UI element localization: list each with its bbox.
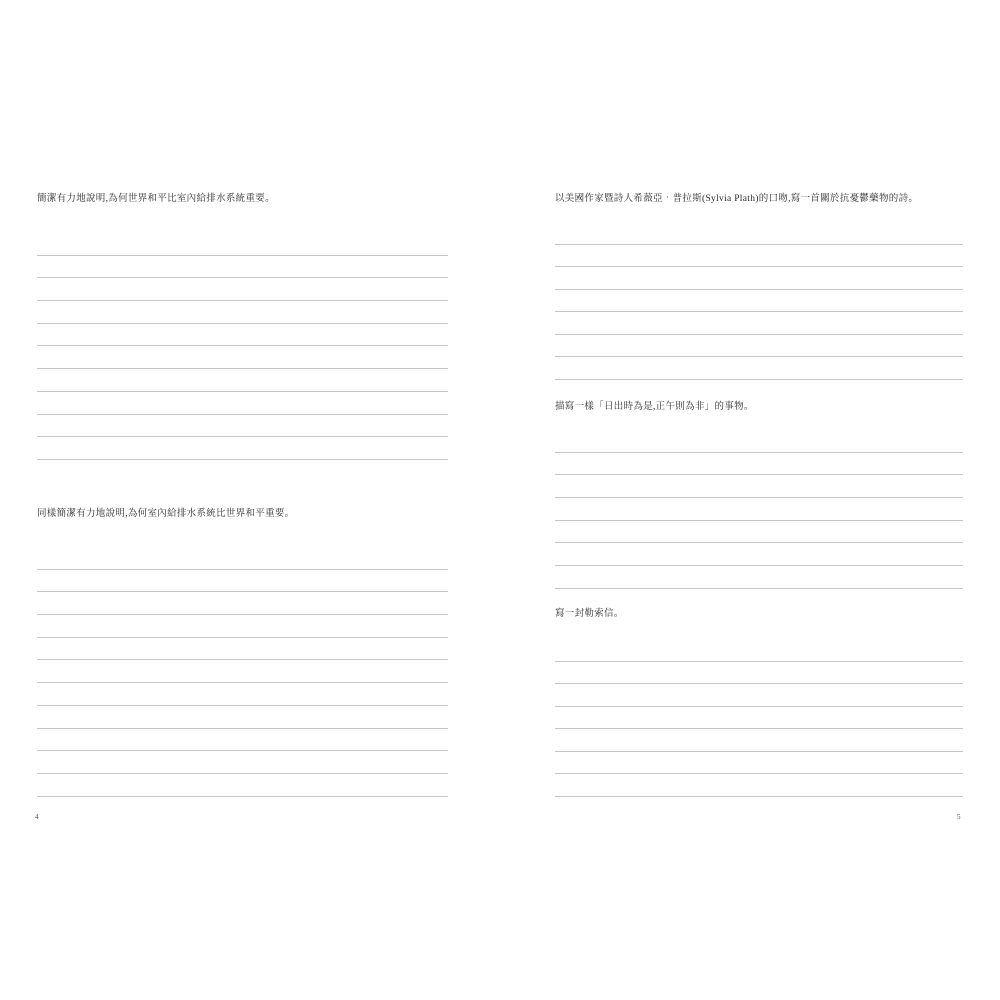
writing-prompt: 簡潔有力地說明,為何世界和平比室內給排水系統重要。 — [37, 194, 275, 204]
ruled-line — [555, 475, 963, 498]
writing-prompt: 描寫一樣「日出時為是,正午則為非」的事物。 — [555, 402, 754, 412]
ruled-line — [555, 222, 963, 245]
ruled-line — [555, 290, 963, 313]
ruled-lines-block — [555, 222, 963, 380]
ruled-line — [555, 543, 963, 566]
ruled-line — [555, 521, 963, 544]
ruled-lines-block — [555, 639, 963, 797]
ruled-line — [555, 453, 963, 476]
ruled-line — [555, 267, 963, 290]
ruled-line — [555, 774, 963, 797]
ruled-line — [555, 335, 963, 358]
ruled-line — [555, 707, 963, 730]
ruled-line — [555, 662, 963, 685]
page-number: 5 — [957, 813, 961, 821]
ruled-lines-block — [555, 430, 963, 589]
writing-prompt: 以美國作家暨詩人希薇亞‧普拉斯(Sylvia Plath)的口吻,寫一首關於抗憂鬱藥物的詩。 — [555, 194, 919, 204]
page-number: 4 — [35, 813, 39, 821]
ruled-line — [555, 357, 963, 380]
writing-prompt: 同樣簡潔有力地說明,為何室內給排水系統比世界和平重要。 — [37, 509, 295, 519]
ruled-line — [555, 729, 963, 752]
ruled-line — [555, 684, 963, 707]
ruled-line — [555, 312, 963, 335]
ruled-line — [555, 639, 963, 662]
ruled-line — [555, 430, 963, 453]
ruled-line — [555, 245, 963, 268]
ruled-line — [555, 498, 963, 521]
writing-prompt: 寫一封勒索信。 — [555, 609, 624, 619]
ruled-line — [555, 566, 963, 589]
ruled-line — [555, 752, 963, 775]
